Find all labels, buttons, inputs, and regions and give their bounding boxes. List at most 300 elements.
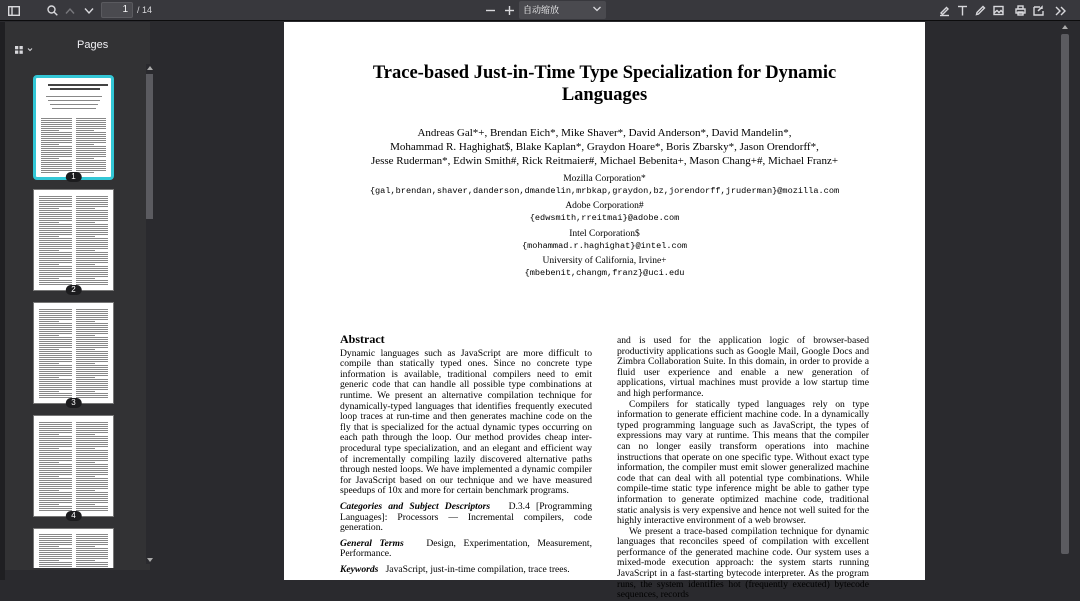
document-scrollbar-thumb[interactable] (1061, 34, 1069, 554)
thumbnail-text-line (76, 276, 109, 277)
thumbnail-text-line (39, 450, 72, 451)
thumbnail-text-line (76, 274, 109, 275)
scroll-up-icon[interactable] (1062, 25, 1068, 29)
thumbnail-text-line (39, 436, 72, 437)
thumbnail-text-line (76, 504, 96, 505)
thumbnail-text-line (41, 128, 72, 129)
thumbnail-text-line (76, 444, 109, 445)
save-icon[interactable] (1031, 0, 1045, 21)
thumbnail-text-line (39, 311, 72, 312)
thumbnail-text-line (76, 204, 109, 205)
thumbnail-text-line (76, 496, 109, 497)
thumbnail-text-line (39, 343, 72, 344)
thumbnail-text-line (39, 538, 72, 539)
thumbnail-text-line (39, 206, 72, 207)
thumbnail-text-line (39, 248, 72, 249)
thumbnail-text-line (76, 220, 109, 221)
thumbnail-text-line (39, 212, 72, 213)
thumbnail-text-line (39, 258, 72, 259)
thumbnail-text-line (39, 468, 72, 469)
thumbnail-text-line (39, 498, 72, 499)
thumbnail-text-line (76, 508, 109, 509)
toolbar (0, 0, 1080, 21)
thumbnail-text-line (41, 170, 72, 171)
thumbnail-text-line (39, 210, 72, 211)
thumbnail-text-line (41, 122, 72, 123)
thumbnail-text-line (39, 554, 72, 555)
thumbnail-text-line (76, 313, 109, 314)
thumbnail-text-line (39, 313, 72, 314)
thumbnail-text-line (76, 196, 109, 197)
thumbnail-text-line (76, 254, 109, 255)
thumbnail-text-line (39, 387, 72, 388)
thumbnail-text-line (76, 395, 109, 396)
affiliation-uci (284, 255, 925, 279)
grid-view-icon[interactable] (15, 41, 35, 59)
thumbnail-text-line (39, 365, 72, 366)
thumbnail-text-line (41, 148, 72, 149)
authors-line1: Andreas Gal*+, Brendan Eich*, Mike Shaver*, David Anderson*, David Mandelin*, (417, 127, 792, 139)
thumbnail-text-line (76, 214, 109, 215)
left-column (340, 334, 592, 580)
thumbnail-text-line (76, 476, 96, 477)
thumbnail-text-line (76, 268, 109, 269)
thumbnail-text-line (39, 385, 72, 386)
thumbnail-text-line (76, 558, 109, 559)
thumbnail-text-line (39, 504, 59, 505)
thumbnail-text-line (39, 309, 72, 310)
thumbnail-text-line (76, 234, 109, 235)
thumbnail-text-line (76, 367, 109, 368)
thumbnail-text-line (39, 236, 59, 237)
image-icon[interactable] (991, 0, 1005, 21)
thumbnail-text-line (76, 134, 107, 135)
thumbnail-page-2-preview (34, 190, 113, 290)
paper-title (284, 62, 925, 106)
thumbnail-text-line (39, 345, 72, 346)
thumbnail-text-line (76, 542, 109, 543)
thumbnail-text-line (76, 236, 96, 237)
next-page-icon[interactable] (83, 0, 95, 21)
thumbnail-text-line (76, 458, 109, 459)
thumbnail-text-line (76, 272, 109, 273)
thumbnail-text-line (76, 232, 109, 233)
thumbnail-text-line (41, 142, 72, 143)
thumbnail-text-line (39, 470, 72, 471)
sidebar-toggle-icon[interactable] (6, 0, 22, 21)
thumbnail-text-line (46, 96, 102, 97)
abstract-heading: Abstract (340, 332, 385, 346)
thumbnail-text-line (76, 331, 109, 332)
thumbnail-text-line (39, 339, 72, 340)
thumbnail-text-line (76, 130, 94, 131)
thumbnail-text-line (76, 212, 109, 213)
thumbnail-text-line (39, 550, 72, 551)
thumbnail-text-line (39, 486, 72, 487)
thumbnail-text-line (41, 118, 72, 119)
thumbnail-text-line (76, 335, 96, 336)
sidebar-scrollbar[interactable] (146, 64, 153, 564)
thumbnail-text-line (39, 321, 59, 322)
draw-icon[interactable] (973, 0, 987, 21)
thumbnail-text-line (39, 448, 59, 449)
thumbnail-text-line (76, 357, 109, 358)
thumbnail-text-line (39, 383, 72, 384)
thumbnail-text-line (76, 122, 107, 123)
thumbnail-text-line (39, 222, 59, 223)
thumbnail-text-line (41, 156, 72, 157)
thumbnail-text-line (76, 148, 107, 149)
affiliation-intel (284, 228, 925, 252)
thumbnail-page-4-preview (34, 416, 113, 516)
thumbnail-text-line (76, 138, 107, 139)
thumbnail-text-line (39, 230, 72, 231)
keywords-paragraph (340, 565, 592, 576)
thumbnail-text-line (76, 144, 94, 145)
thumbnail-text-line (39, 270, 72, 271)
thumbnail-page-3[interactable] (33, 302, 114, 407)
print-icon[interactable] (1013, 0, 1027, 21)
thumbnail-text-line (39, 254, 72, 255)
thumbnail-text-line (76, 315, 109, 316)
thumbnail-text-line (39, 422, 72, 423)
thumbnail-text-line (39, 337, 72, 338)
affiliation-email: {gal,brendan,shaver,danderson,dmandelin,mrbkap,graydon,bz,jorendorff,jruderman}@mozilla.com (369, 186, 840, 196)
thumbnail-text-line (39, 434, 59, 435)
thumbnail-text-line (39, 564, 72, 565)
zoom-value: 自动缩放 (523, 5, 560, 15)
thumbnail-text-line (39, 349, 59, 350)
sidebar-header (5, 22, 150, 66)
previous-page-icon[interactable] (64, 0, 76, 21)
thumbnail-text-line (76, 466, 109, 467)
keywords-text: JavaScript, just-in-time compilation, trace trees. (385, 563, 570, 575)
thumbnail-text-line (39, 490, 59, 491)
thumbnail-text-line (76, 337, 109, 338)
thumbnail-text-line (76, 156, 107, 157)
categories-label: Categories and Subject Descriptors (340, 500, 491, 512)
abstract-text: Dynamic languages such as JavaScript are more difficult to compile than statically typed ones. Since no concrete type information is available, traditional compilers need to emit generic code that can handle all possible type combinations at runtime. We present an alternative compilation technique for dynamically-typed languages that identifies frequently executed loop traces at run-time and then generates machine code on the fly that is specialized for the actual dynamic types occurring on each path through the loop. Our method provides cheap inter-procedural type specialization, and an elegant and efficient way of incrementally compiling lazily discovered alternative paths through nested loops. We have implemented a dynamic compiler for JavaScript based on our technique and we have measured speedups of 10x and more for certain benchmark programs. (340, 347, 592, 497)
paper-title-line1: Trace-based Just-in-Time Type Specialization for Dynamic (372, 63, 837, 83)
document-scrollbar[interactable] (1060, 22, 1070, 580)
thumbnail-text-line (39, 341, 72, 342)
thumbnail-text-line (76, 381, 109, 382)
sidebar-scrollbar-thumb[interactable] (146, 74, 153, 219)
thumbnail-text-line (39, 331, 72, 332)
thumbnail-text-line (76, 349, 96, 350)
thumbnail-text-line (76, 351, 109, 352)
thumbnail-text-line (39, 393, 72, 394)
thumbnail-text-line (41, 160, 72, 161)
thumbnail-text-line (76, 552, 109, 553)
thumbnail-text-line (76, 484, 109, 485)
categories-paragraph (340, 502, 592, 534)
thumbnail-text-line (39, 361, 72, 362)
thumbnail-text-line (39, 544, 72, 545)
thumbnail-text-line (76, 353, 109, 354)
thumbnail-text-line (76, 377, 96, 378)
thumbnail-text-line (76, 436, 109, 437)
thumbnail-text-line (76, 140, 107, 141)
thumbnail-text-line (76, 347, 109, 348)
thumbnail-text-line (39, 226, 72, 227)
page-number-input[interactable]: 1 (101, 2, 133, 18)
thumbnail-text-line (76, 154, 107, 155)
thumbnail-text-line (76, 240, 109, 241)
thumbnail-text-line (39, 474, 72, 475)
thumbnail-text-line (76, 428, 109, 429)
thumbnail-text-line (76, 158, 94, 159)
thumbnail-text-line (76, 478, 109, 479)
scroll-up-icon[interactable] (147, 66, 153, 70)
thumbnail-text-line (76, 256, 109, 257)
thumbnail-text-line (39, 476, 59, 477)
thumbnail-text-line (39, 496, 72, 497)
thumbnail-text-line (76, 206, 109, 207)
thumbnail-text-line (76, 242, 109, 243)
thumbnail-text-line (76, 126, 107, 127)
thumbnail-text-line (39, 534, 72, 535)
thumbnail-text-line (41, 130, 59, 131)
thumbnail-text-line (39, 464, 72, 465)
thumbnail-text-line (76, 250, 96, 251)
thumbnail-text-line (76, 166, 107, 167)
thumbnail-text-line (76, 248, 109, 249)
thumbnail-text-line (39, 466, 72, 467)
categories-text: D.3.4 [Programming Languages]: Processors — Incremental compilers, code generation. (340, 500, 592, 534)
thumbnail-text-line (76, 146, 107, 147)
thumbnail-text-line (76, 448, 96, 449)
thumbnail-text-line (39, 347, 72, 348)
thumbnail-text-line (39, 391, 59, 392)
thumbnail-text-line (39, 224, 72, 225)
thumbnail-text-line (39, 424, 72, 425)
zoom-select[interactable] (519, 1, 606, 19)
thumbnail-text-line (76, 246, 109, 247)
zoom-in-icon[interactable] (503, 0, 515, 21)
thumbnail-text-line (76, 506, 109, 507)
thumbnail-text-line (39, 333, 72, 334)
thumbnail-text-line (76, 544, 109, 545)
thumbnail-text-line (39, 548, 72, 549)
thumbnail-page-5[interactable] (33, 528, 114, 568)
thumbnail-text-line (76, 422, 109, 423)
affiliation-email: {edwsmith,rreitmai}@adobe.com (529, 213, 680, 223)
thumbnail-text-line (39, 282, 72, 283)
thumbnail-text-line (76, 210, 109, 211)
thumbnail-text-line (76, 218, 109, 219)
thumbnail-text-line (39, 240, 72, 241)
thumbnail-text-line (76, 391, 96, 392)
thumbnail-text-line (76, 498, 109, 499)
more-tools-icon[interactable] (1053, 0, 1067, 21)
search-icon[interactable] (45, 0, 59, 21)
affiliation-org: Intel Corporation$ (569, 229, 640, 239)
thumbnail-text-line (76, 323, 109, 324)
thumbnail-text-line (39, 278, 59, 279)
thumbnail-text-line (76, 345, 109, 346)
thumbnail-text-line (76, 317, 109, 318)
thumbnail-text-line (39, 325, 72, 326)
thumbnail-text-line (39, 438, 72, 439)
thumbnail-text-line (76, 216, 109, 217)
thumbnail-text-line (39, 430, 72, 431)
thumbnail-text-line (39, 276, 72, 277)
thumbnail-text-line (76, 480, 109, 481)
thumbnail-text-line (39, 546, 59, 547)
thumbnail-text-line (39, 220, 72, 221)
thumbnail-text-line (39, 428, 72, 429)
thumbnail-text-line (76, 424, 109, 425)
thumbnail-text-line (76, 426, 109, 427)
thumbnail-text-line (76, 460, 109, 461)
thumbnail-text-line (76, 397, 109, 398)
terms-text: Design, Experimentation, Measurement, Performance. (340, 537, 592, 560)
chevron-down-icon (593, 6, 601, 12)
thumbnail-text-line (39, 280, 72, 281)
thumbnail-text-line (41, 158, 59, 159)
thumbnail-text-line (39, 232, 72, 233)
thumbnail-text-line (39, 540, 72, 541)
thumbnail-text-line (76, 452, 109, 453)
thumbnail-text-line (39, 426, 72, 427)
thumbnail-page-2[interactable] (33, 189, 114, 294)
thumbnail-text-line (76, 490, 96, 491)
thumbnail-text-line (39, 266, 72, 267)
thumbnail-text-line (76, 319, 109, 320)
thumbnail-text-line (76, 132, 107, 133)
intro-paragraph-2: Compilers for statically typed languages rely on type information to generate efficient machine code. In a dynamically typed programming language such as JavaScript, the types of expressions may vary at runtime. This means that the compiler can no longer easily transform operations into machine instructions that operate on one specific type. Without exact type information, the compiler must emit slower generalized machine code that can deal with all potential type combinations. While compile-time static type inference might be able to gather type information to generate optimized machine code, traditional static analysis is very expensive and hence not well suited for the highly interactive environment of a web browser. (617, 398, 869, 527)
thumbnail-text-line (41, 164, 72, 165)
thumbnail-text-line (76, 238, 109, 239)
thumbnail-text-line (39, 319, 72, 320)
thumbnail-text-line (76, 309, 109, 310)
sidebar-title: Pages (77, 39, 109, 51)
thumbnail-text-line (48, 84, 108, 86)
thumbnail-text-line (41, 144, 59, 145)
thumbnail-text-line (39, 379, 72, 380)
thumbnail-text-line (39, 256, 72, 257)
thumbnail-text-line (76, 258, 109, 259)
thumbnail-text-line (39, 556, 72, 557)
thumbnail-text-line (39, 196, 72, 197)
thumbnail-text-line (39, 268, 72, 269)
paper-title-line2: Languages (561, 85, 648, 105)
thumbnail-text-line (76, 124, 107, 125)
thumbnail-text-line (39, 214, 72, 215)
thumbnail-text-line (76, 270, 109, 271)
thumbnail-text-line (39, 381, 72, 382)
thumbnail-text-line (39, 367, 72, 368)
thumbnail-text-line (39, 377, 59, 378)
thumbnail-text-line (41, 124, 72, 125)
thumbnail-text-line (76, 329, 109, 330)
zoom-out-icon[interactable] (484, 0, 496, 21)
text-tool-icon[interactable] (955, 0, 969, 21)
thumbnail-text-line (76, 333, 109, 334)
thumbnail-text-line (76, 311, 109, 312)
thumbnail-text-line (76, 550, 109, 551)
thumbnail-text-line (39, 355, 72, 356)
thumbnail-text-line (39, 359, 72, 360)
thumbnail-text-line (76, 538, 109, 539)
thumbnail-text-line (39, 560, 59, 561)
thumbnail-text-line (39, 329, 72, 330)
thumbnail-text-line (39, 494, 72, 495)
thumbnail-text-line (76, 252, 109, 253)
thumbnail-text-line (76, 264, 96, 265)
scroll-down-icon[interactable] (147, 558, 153, 562)
thumbnail-text-line (76, 128, 107, 129)
thumbnail-text-line (39, 363, 59, 364)
thumbnail-page-number: 4 (65, 511, 81, 521)
thumbnail-text-line (76, 456, 109, 457)
thumbnail-text-line (39, 442, 72, 443)
page-count: / 14 (137, 5, 153, 15)
thumbnail-text-line (76, 230, 109, 231)
thumbnail-text-line (39, 552, 72, 553)
affiliation-org: Adobe Corporation# (565, 201, 644, 211)
affiliation-adobe (284, 200, 925, 224)
thumbnail-text-line (39, 218, 72, 219)
thumbnail-text-line (39, 375, 72, 376)
thumbnail-text-line (41, 152, 72, 153)
thumbnail-text-line (76, 365, 109, 366)
thumbnail-text-line (76, 150, 107, 151)
affiliation-org: University of California, Irvine+ (542, 256, 667, 266)
thumbnail-text-line (39, 238, 72, 239)
thumbnail-text-line (76, 379, 109, 380)
thumbnail-text-line (39, 389, 72, 390)
thumbnail-text-line (76, 164, 107, 165)
thumbnail-text-line (39, 444, 72, 445)
thumbnail-page-5-preview (34, 529, 113, 569)
thumbnail-page-1-preview (36, 78, 111, 177)
thumbnail-page-number: 3 (65, 398, 81, 408)
thumbnail-text-line (76, 486, 109, 487)
thumbnail-text-line (39, 327, 72, 328)
thumbnail-text-line (76, 442, 109, 443)
thumbnail-text-line (39, 200, 72, 201)
thumbnail-text-line (76, 359, 109, 360)
thumbnail-page-1[interactable] (33, 75, 114, 180)
thumbnail-text-line (39, 484, 72, 485)
thumbnail-text-line (76, 284, 109, 285)
thumbnail-text-line (39, 373, 72, 374)
affiliation-email: {mohammad.r.haghighat}@intel.com (521, 241, 688, 251)
thumbnail-page-4[interactable] (33, 415, 114, 520)
highlight-icon[interactable] (937, 0, 951, 21)
thumbnail-text-line (76, 282, 109, 283)
thumbnail-text-line (76, 202, 109, 203)
thumbnail-text-line (76, 222, 96, 223)
thumbnail-text-line (76, 562, 109, 563)
thumbnail-text-line (39, 566, 72, 567)
thumbnail-text-line (76, 383, 109, 384)
thumbnail-text-line (76, 168, 107, 169)
thumbnail-text-line (76, 325, 109, 326)
thumbnail-text-line (39, 204, 72, 205)
thumbnail-text-line (76, 387, 109, 388)
thumbnail-text-line (76, 450, 109, 451)
thumbnail-text-line (39, 216, 72, 217)
thumbnail-text-line (76, 224, 109, 225)
thumbnail-text-line (76, 228, 109, 229)
thumbnail-text-line (76, 546, 96, 547)
thumbnail-text-line (39, 482, 72, 483)
thumbnail-text-line (39, 536, 72, 537)
thumbnail-text-line (76, 200, 109, 201)
